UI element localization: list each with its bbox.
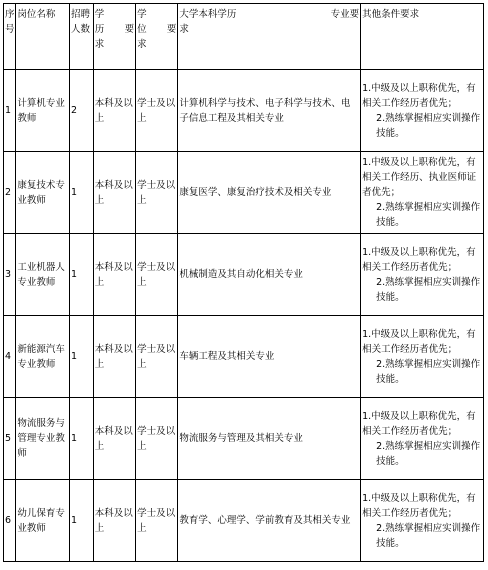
cell-major: 物流服务与管理及其相关专业 xyxy=(178,398,361,480)
header-degree-line-2 xyxy=(137,22,176,37)
other-requirement-1: 1.中级及以上职称优先，有相关工作经历者优先； xyxy=(362,492,476,519)
header-education-char-4: 求 xyxy=(94,39,105,50)
cell-education: 本科及以上 xyxy=(93,316,135,398)
cell-education: 本科及以上 xyxy=(93,152,135,234)
other-requirement-1: 1.中级及以上职称优先，有相关工作经历者优先； xyxy=(362,82,476,109)
cell-education: 本科及以上 xyxy=(93,398,135,480)
header-degree-char-4: 求 xyxy=(137,39,147,50)
other-requirement-1: 1.中级及以上职称优先，有相关工作经历者优先； xyxy=(362,410,476,437)
cell-degree: 学士及以上 xyxy=(136,316,178,398)
other-requirement-1: 1.中级及以上职称优先，有相关工作经历、执业医师证者优先； xyxy=(362,157,477,198)
cell-degree: 学士及以上 xyxy=(136,480,178,562)
header-major-text-3: 求 xyxy=(179,24,189,35)
header-education xyxy=(93,4,135,70)
header-education-char-3: 要 xyxy=(124,24,135,35)
table-row xyxy=(4,234,484,316)
table-row xyxy=(4,480,484,562)
cell-other xyxy=(361,70,484,152)
header-degree-char-1: 学 xyxy=(137,9,147,20)
other-requirement-2: 2.熟练掌握相应实训操作技能。 xyxy=(376,358,481,385)
table-row xyxy=(4,152,484,234)
cell-degree: 学士及以上 xyxy=(136,398,178,480)
cell-other xyxy=(361,234,484,316)
cell-number: 2 xyxy=(4,152,16,234)
cell-education: 本科及以上 xyxy=(93,480,135,562)
header-number: 序号 xyxy=(4,4,16,70)
cell-other xyxy=(361,152,484,234)
cell-major: 车辆工程及其相关专业 xyxy=(178,316,361,398)
other-requirement-2: 2.熟练掌握相应实训操作技能。 xyxy=(376,112,481,139)
cell-major: 康复医学、康复治疗技术及相关专业 xyxy=(178,152,361,234)
cell-count: 1 xyxy=(70,398,94,480)
cell-position: 计算机专业教师 xyxy=(16,70,70,152)
other-requirement-2: 2.熟练掌握相应实训操作技能。 xyxy=(376,202,481,228)
cell-degree: 学士及以上 xyxy=(136,234,178,316)
cell-other xyxy=(361,316,484,398)
table-row xyxy=(4,70,484,152)
other-requirement-2: 2.熟练掌握相应实训操作技能。 xyxy=(376,276,481,303)
cell-major: 计算机科学与技术、电子科学与技术、电子信息工程及其相关专业 xyxy=(178,70,361,152)
cell-count: 2 xyxy=(70,70,94,152)
header-education-char-1: 学 xyxy=(94,9,105,20)
cell-number: 5 xyxy=(4,398,16,480)
cell-number: 3 xyxy=(4,234,16,316)
cell-number: 4 xyxy=(4,316,16,398)
other-requirement-2: 2.熟练掌握相应实训操作技能。 xyxy=(376,522,481,549)
cell-count: 1 xyxy=(70,234,94,316)
cell-education: 本科及以上 xyxy=(93,70,135,152)
cell-number: 6 xyxy=(4,480,16,562)
cell-position: 幼儿保育专业教师 xyxy=(16,480,70,562)
cell-position: 物流服务与管理专业教师 xyxy=(16,398,70,480)
other-requirement-1: 1.中级及以上职称优先，有相关工作经历者优先； xyxy=(362,328,476,355)
header-degree-char-2: 位 xyxy=(137,24,147,35)
other-requirement-1: 1.中级及以上职称优先，有相关工作经历者优先； xyxy=(362,246,476,273)
cell-major: 机械制造及其自动化相关专业 xyxy=(178,234,361,316)
cell-position: 工业机器人专业教师 xyxy=(16,234,70,316)
recruitment-table xyxy=(3,3,484,562)
cell-position: 新能源汽车专业教师 xyxy=(16,316,70,398)
cell-degree: 学士及以上 xyxy=(136,70,178,152)
header-education-line-2 xyxy=(95,22,134,37)
header-major-text-2: 专业要 xyxy=(330,9,360,20)
cell-education: 本科及以上 xyxy=(93,234,135,316)
header-count: 招聘人数 xyxy=(70,4,94,70)
cell-degree: 学士及以上 xyxy=(136,152,178,234)
header-major xyxy=(178,4,361,70)
cell-count: 1 xyxy=(70,152,94,234)
header-degree xyxy=(136,4,178,70)
cell-count: 1 xyxy=(70,480,94,562)
header-major-text-1: 大学本科学历 xyxy=(179,9,237,20)
cell-number: 1 xyxy=(4,70,16,152)
header-row xyxy=(4,4,484,70)
cell-other xyxy=(361,398,484,480)
header-degree-char-3: 要 xyxy=(166,24,177,35)
cell-major: 教育学、心理学、学前教育及其相关专业 xyxy=(178,480,361,562)
cell-other xyxy=(361,480,484,562)
header-major-line-1 xyxy=(179,7,359,22)
table-row xyxy=(4,398,484,480)
table-row xyxy=(4,316,484,398)
cell-count: 1 xyxy=(70,316,94,398)
other-requirement-2: 2.熟练掌握相应实训操作技能。 xyxy=(376,440,481,467)
header-position: 岗位名称 xyxy=(16,4,70,70)
cell-position: 康复技术专业教师 xyxy=(16,152,70,234)
header-education-char-2: 历 xyxy=(94,24,105,35)
header-other: 其他条件要求 xyxy=(361,4,484,70)
